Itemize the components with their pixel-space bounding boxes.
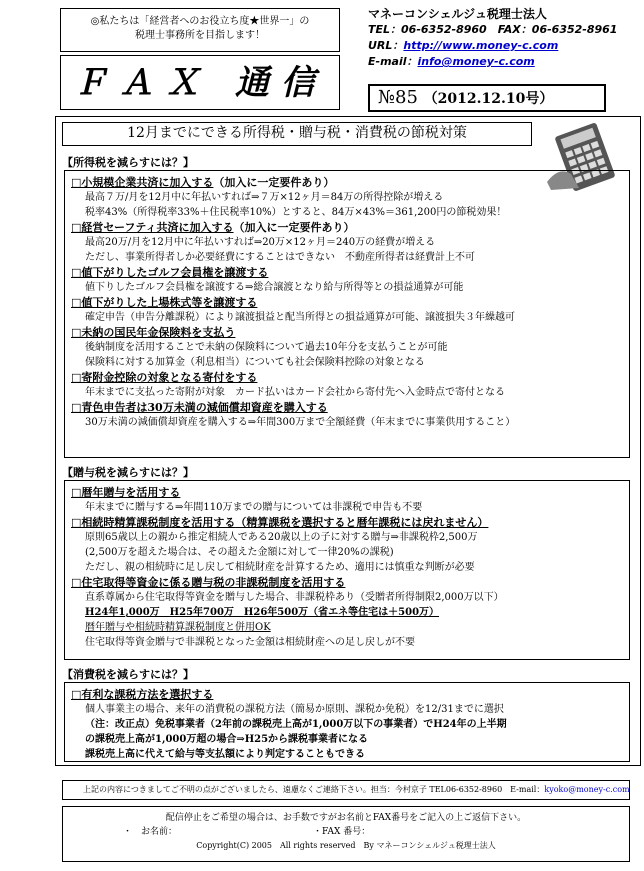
motto-line1: ◎私たちは「経営者へのお役立ち度★世界一」の <box>90 16 310 27</box>
item-line: 30万未満の減価償却資産を購入する⇒年間300万まで全額経費（年末までに事業供用すること） <box>85 417 516 428</box>
item-heading: □未納の国民年金保険料を支払う <box>71 326 236 339</box>
section-heading-income-tax: 【所得税を減らすには？】 <box>62 156 194 169</box>
item-line: （注：改正点）免税事業者（2年前の課税売上高が1,000万以下の事業者）でH24年の上半期 <box>85 719 507 730</box>
item-line: ただし、親の相続時に足し戻して相続財産を計算するため、適用には慎重な判断が必要 <box>85 562 475 573</box>
motto-box <box>60 8 340 52</box>
list-item <box>71 485 629 515</box>
item-line: 個人事業主の場合、来年の消費税の課税方法（簡易か原則、課税か免税）を12/31までに選択 <box>85 704 504 715</box>
item-line: 保険料に対する加算金（利息相当）についても社会保険料控除の対象となる <box>85 357 425 368</box>
item-heading: □相続時精算課税制度を活用する <box>71 516 236 529</box>
url-row <box>368 38 638 54</box>
item-line: 暦年贈与や相続時精算課税制度と併用OK <box>85 622 271 633</box>
contact-box <box>62 780 630 800</box>
item-heading-note: （加入に一定要件あり） <box>233 221 355 234</box>
list-item <box>71 575 629 650</box>
list-item <box>71 265 629 295</box>
item-heading: □有利な課税方法を選択する <box>71 688 214 701</box>
item-line: 値下りしたゴルフ会員権を譲渡する⇒総合譲渡となり給与所得等との損益通算が可能 <box>85 282 464 293</box>
section-heading-gift-tax: 【贈与税を減らすには？】 <box>62 466 194 479</box>
item-line: 原則65歳以上の親から推定相続人である20歳以上の子に対する贈与⇒非課税枠2,500万 <box>85 532 478 543</box>
item-line: (2,500万を超えた場合は、その超えた金額に対して一律20%の課税) <box>85 547 394 558</box>
item-line: H24年1,000万 H25年700万 H26年500万（省エネ等住宅は＋500万） <box>85 607 440 618</box>
unsubscribe-text: 配信停止をご希望の場合は、お手数ですがお名前とFAX番号をご記入の上ご返信下さい。 <box>165 813 527 823</box>
item-line: の課税売上高が1,000万超の場合⇒H25から課税事業者になる <box>85 734 369 745</box>
issue-number: №85 <box>378 87 418 108</box>
fax-title: ＦＡＸ 通信 <box>60 55 340 110</box>
item-heading: □値下がりしたゴルフ会員権を譲渡する <box>71 266 269 279</box>
fax-number-label: ・FAX 番号： <box>313 827 371 837</box>
list-item <box>71 515 629 575</box>
contact-email-link[interactable]: kyoko@money-c.com <box>544 785 630 794</box>
firm-name: マネーコンシェルジュ税理士法人 <box>368 7 547 21</box>
issue-box <box>368 84 606 112</box>
item-heading: □寄附金控除の対象となる寄付をする <box>71 371 258 384</box>
item-heading: □暦年贈与を活用する <box>71 486 181 499</box>
item-line: 税率43%（所得税率33%＋住民税率10%）とすると、84万×43%＝361,200円の節税効果！ <box>85 207 507 218</box>
item-heading: □小規模企業共済に加入する <box>71 176 214 189</box>
list-item <box>71 325 629 370</box>
item-line: 最高20万/月を12月中に年払いすれば⇒20万×12ヶ月＝240万の経費が増える <box>85 237 436 248</box>
list-item <box>71 295 629 325</box>
contact-text: 上記の内容につきましてご不明の点がございましたら、遠慮なくご連絡下さい。担当：今村京子 TEL06-6352-8960 E-mail： <box>83 785 545 794</box>
email-label: E-mail： <box>368 55 418 68</box>
item-line: 後納制度を活用することで未納の保険料について過去10年分を支払うことが可能 <box>85 342 448 353</box>
website-link[interactable]: http://www.money-c.com <box>403 39 559 52</box>
item-line: 課税売上高に代えて給与等支払額により判定することもできる <box>85 749 365 760</box>
firm-info <box>368 6 638 70</box>
section-box-income-tax <box>64 170 630 458</box>
item-heading: □住宅取得等資金に係る贈与税の非課税制度を活用する <box>71 576 346 589</box>
tel-fax: TEL：06-6352-8960 FAX：06-6352-8961 <box>368 23 618 36</box>
item-line: 確定申告（申告分離課税）により譲渡損益と配当所得との損益通算が可能、譲渡損失３年繰越可 <box>85 312 515 323</box>
newsletter-title: 12月までにできる所得税・贈与税・消費税の節税対策 <box>62 122 532 146</box>
item-line: 年末までに贈与する⇒年間110万までの贈与については非課税で申告も不要 <box>85 502 423 513</box>
list-item <box>71 687 629 762</box>
email-link[interactable]: info@money-c.com <box>417 55 535 68</box>
item-line: ただし、事業所得者しか必要経費にすることはできない 不動産所得者は経費計上不可 <box>85 252 475 263</box>
list-item <box>71 370 629 400</box>
section-box-consumption-tax <box>64 682 630 762</box>
section-heading-consumption-tax: 【消費税を減らすには？】 <box>62 668 194 681</box>
reply-box <box>62 806 630 862</box>
list-item <box>71 400 629 430</box>
url-label: URL： <box>368 39 404 52</box>
section-box-gift-tax <box>64 480 630 660</box>
item-line: 年末までに支払った寄附が対象 カード払いはカード会社から寄付先へ入金時点で寄付となる <box>85 387 505 398</box>
list-item <box>71 175 629 220</box>
item-line: 住宅取得等資金贈与で非課税となった金額は相続財産への足し戻しが不要 <box>85 637 415 648</box>
list-item <box>71 220 629 265</box>
item-line: 最高７万/月を12月中に年払いすれば⇒７万×12ヶ月＝84万の所得控除が増える <box>85 192 444 203</box>
item-heading: □青色申告者は30万未満の減価償却資産を購入する <box>71 401 328 414</box>
item-heading-note: （精算課税を選択すると暦年課税には戻れません） <box>235 516 489 529</box>
item-line: 直系尊属から住宅取得等資金を贈与した場合、非課税枠あり（受贈者所得制限2,000万以下） <box>85 592 504 603</box>
copyright: Copyright(C) 2005 All rights reserved By マネーコンシェルジュ税理士法人 <box>196 841 496 850</box>
item-heading-note: （加入に一定要件あり） <box>213 176 335 189</box>
item-heading: □値下がりした上場株式等を譲渡する <box>71 296 258 309</box>
name-label: ・ お名前： <box>123 827 178 837</box>
issue-date: （2012.12.10号） <box>423 91 554 107</box>
motto-line2: 税理士事務所を目指します！ <box>135 30 265 41</box>
email-row <box>368 54 638 70</box>
item-heading: □経営セーフティ共済に加入する <box>71 221 234 234</box>
